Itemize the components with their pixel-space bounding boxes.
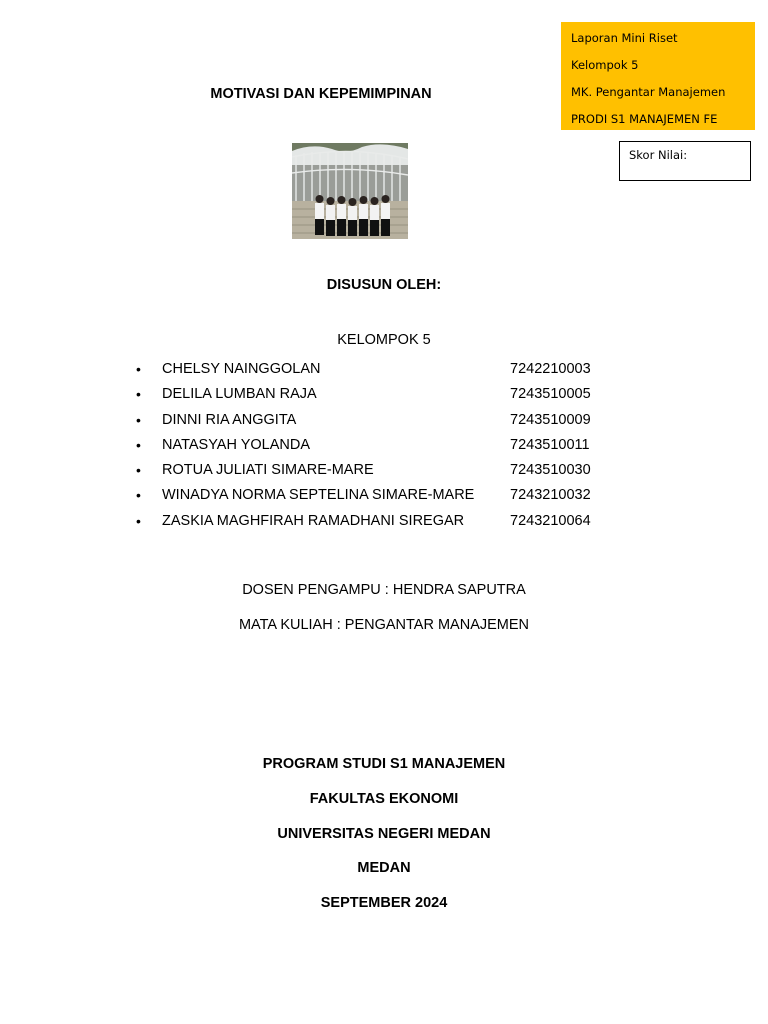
bullet-icon: • [136, 512, 141, 529]
bullet-icon: • [136, 436, 141, 453]
member-nim: 7243510009 [510, 411, 591, 428]
prepared-by-heading: DISUSUN OLEH: [326, 277, 442, 293]
university-line: UNIVERSITAS NEGERI MEDAN [277, 826, 491, 842]
score-box [619, 141, 751, 181]
report-info-line: Kelompok 5 [571, 58, 639, 72]
member-nim: 7243510005 [510, 386, 591, 403]
course-line: MATA KULIAH : PENGANTAR MANAJEMEN [238, 617, 530, 633]
report-info-line: Laporan Mini Riset [571, 31, 678, 45]
score-label: Skor Nilai: [629, 148, 688, 162]
city-line: MEDAN [357, 860, 411, 876]
member-nim: 7243510030 [510, 462, 591, 479]
group-photo [292, 143, 408, 239]
member-nim: 7243210032 [510, 487, 591, 504]
member-name: CHELSY NAINGGOLAN [162, 361, 321, 377]
bullet-icon: • [136, 462, 141, 479]
member-name: NATASYAH YOLANDA [162, 436, 310, 453]
member-nim: 7243510011 [510, 436, 590, 453]
group-name: KELOMPOK 5 [337, 332, 431, 348]
member-name: DINNI RIA ANGGITA [162, 411, 297, 428]
member-nim: 7242210003 [510, 361, 591, 377]
report-info-box [561, 22, 755, 130]
member-name: WINADYA NORMA SEPTELINA SIMARE-MARE [162, 487, 475, 504]
report-info-line: MK. Pengantar Manajemen [571, 85, 726, 99]
member-nim: 7243210064 [510, 512, 591, 529]
member-name: ZASKIA MAGHFIRAH RAMADHANI SIREGAR [162, 512, 465, 529]
bullet-icon: • [136, 386, 141, 403]
date-line: SEPTEMBER 2024 [320, 895, 448, 911]
program-line: PROGRAM STUDI S1 MANAJEMEN [262, 756, 506, 772]
faculty-line: FAKULTAS EKONOMI [309, 791, 459, 807]
report-info-line: PRODI S1 MANAJEMEN FE [571, 112, 718, 126]
member-name: DELILA LUMBAN RAJA [162, 386, 317, 403]
bullet-icon: • [136, 361, 141, 377]
bullet-icon: • [136, 487, 141, 504]
lecturer-line: DOSEN PENGAMPU : HENDRA SAPUTRA [242, 582, 526, 598]
document-title: MOTIVASI DAN KEPEMIMPINAN [210, 86, 432, 102]
bullet-icon: • [136, 411, 141, 428]
member-name: ROTUA JULIATI SIMARE-MARE [162, 462, 374, 479]
